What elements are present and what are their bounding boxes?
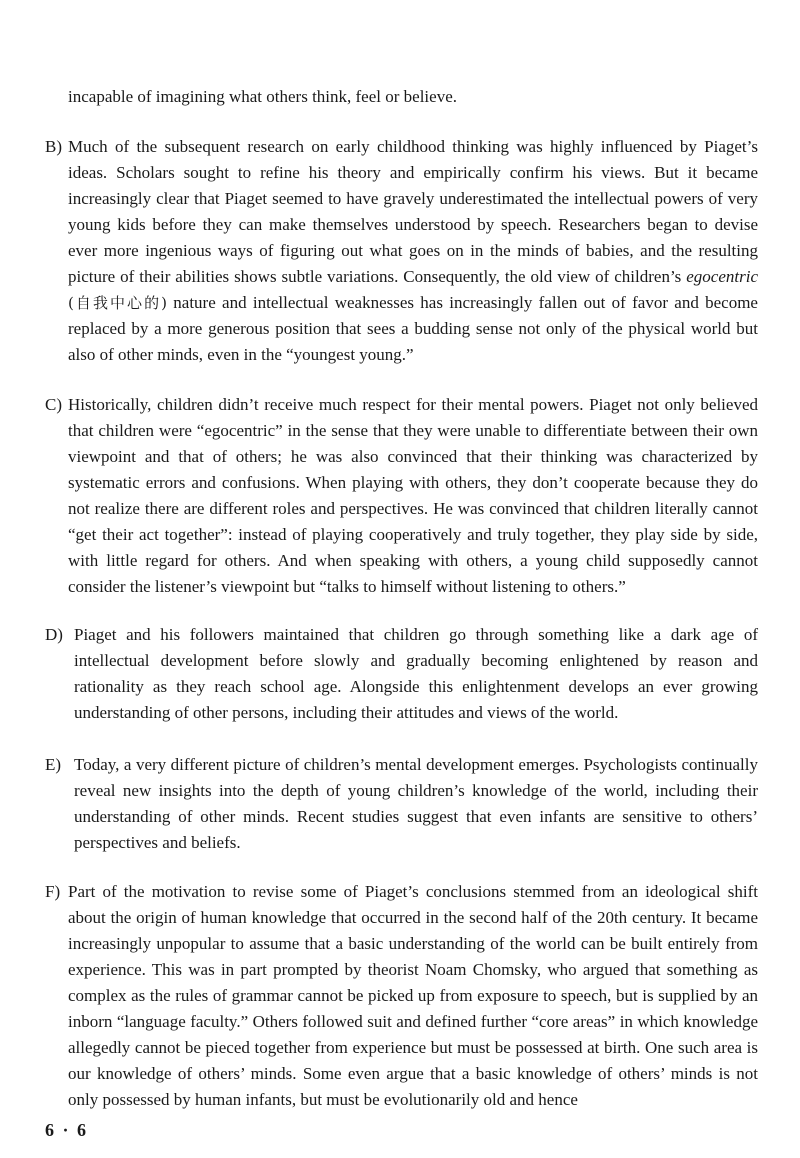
- paragraph-c: [45, 392, 758, 600]
- page-number: 6 · 6: [45, 1120, 89, 1140]
- paragraph-label: C): [45, 395, 62, 414]
- paragraph-b: [45, 134, 758, 368]
- paragraph-label: E): [45, 755, 62, 774]
- paragraph-d: [45, 622, 758, 726]
- chinese-gloss: (自我中心的): [68, 294, 167, 312]
- paragraph-label: F): [45, 882, 61, 901]
- paragraph-text: nature and intellectual weaknesses has increasingly fallen out of favor and become replaced by a more generous position that sees a budding sense not only of the physical world but also of other minds, even in the “youngest young.”: [68, 293, 758, 364]
- continuation-line: incapable of imagining what others think, feel or believe.: [68, 87, 457, 106]
- paragraph-text: Piaget and his followers maintained that children go through something like a dark age of intellectual development before slowly and gradually becoming enlightened by reason and rationality as they reach school age. Alongside this enlightenment develops an ever growing understanding of other persons, including their attitudes and views of the world.: [74, 625, 758, 722]
- paragraph-f: [45, 879, 758, 1113]
- paragraph-text: Today, a very different picture of children’s mental development emerges. Psychologists continually reveal new insights into the depth of young children’s knowledge of the world, including their understanding of other minds. Recent studies suggest that even infants are sensitive to others’ perspectives and beliefs.: [74, 755, 758, 852]
- italic-term: egocentric: [686, 267, 758, 286]
- paragraph-text: Historically, children didn’t receive much respect for their mental powers. Piaget not only believed that children were “egocentric” in the sense that they were unable to differentiate between their own viewpoint and that of others; he was also convinced that their thinking was characterized by systematic errors and confusions. When playing with others, they don’t cooperate because they do not realize there are different roles and perspectives. He was convinced that children literally cannot “get their act together”: instead of playing cooperatively and truly together, they play side by side, with little regard for others. And when speaking with others, a young child supposedly cannot consider the listener’s viewpoint but “talks to himself without listening to others.”: [68, 395, 758, 596]
- paragraph-e: [45, 752, 758, 856]
- paragraph-text: Part of the motivation to revise some of Piaget’s conclusions stemmed from an ideological shift about the origin of human knowledge that occurred in the second half of the 20th century. It became increasingly unpopular to assume that a basic understanding of the world can be built entirely from experience. This was in part prompted by theorist Noam Chomsky, who argued that something as complex as the rules of grammar cannot be picked up from exposure to speech, but is supplied by an inborn “language faculty.” Others followed suit and defined further “core areas” in which knowledge allegedly cannot be pieced together from experience but must be possessed at birth. One such area is our knowledge of others’ minds. Some even argue that a basic knowledge of others’ minds is not only possessed by human infants, but must be evolutionarily old and hence: [68, 882, 758, 1109]
- paragraph-label: B): [45, 137, 62, 156]
- paragraph-text: Much of the subsequent research on early childhood thinking was highly influenced by Piaget’s ideas. Scholars sought to refine his theory and empirically confirm his views. But it became increasingly clear that Piaget seemed to have gravely underestimated the intellectual powers of very young kids before they can make themselves understood by speech. Researchers began to devise ever more ingenious ways of figuring out what goes on in the minds of babies, and the resulting picture of their abilities shows subtle variations. Consequently, the old view of children’s: [68, 137, 758, 286]
- paragraph-label: D): [45, 625, 63, 644]
- paragraph-body: [68, 134, 758, 368]
